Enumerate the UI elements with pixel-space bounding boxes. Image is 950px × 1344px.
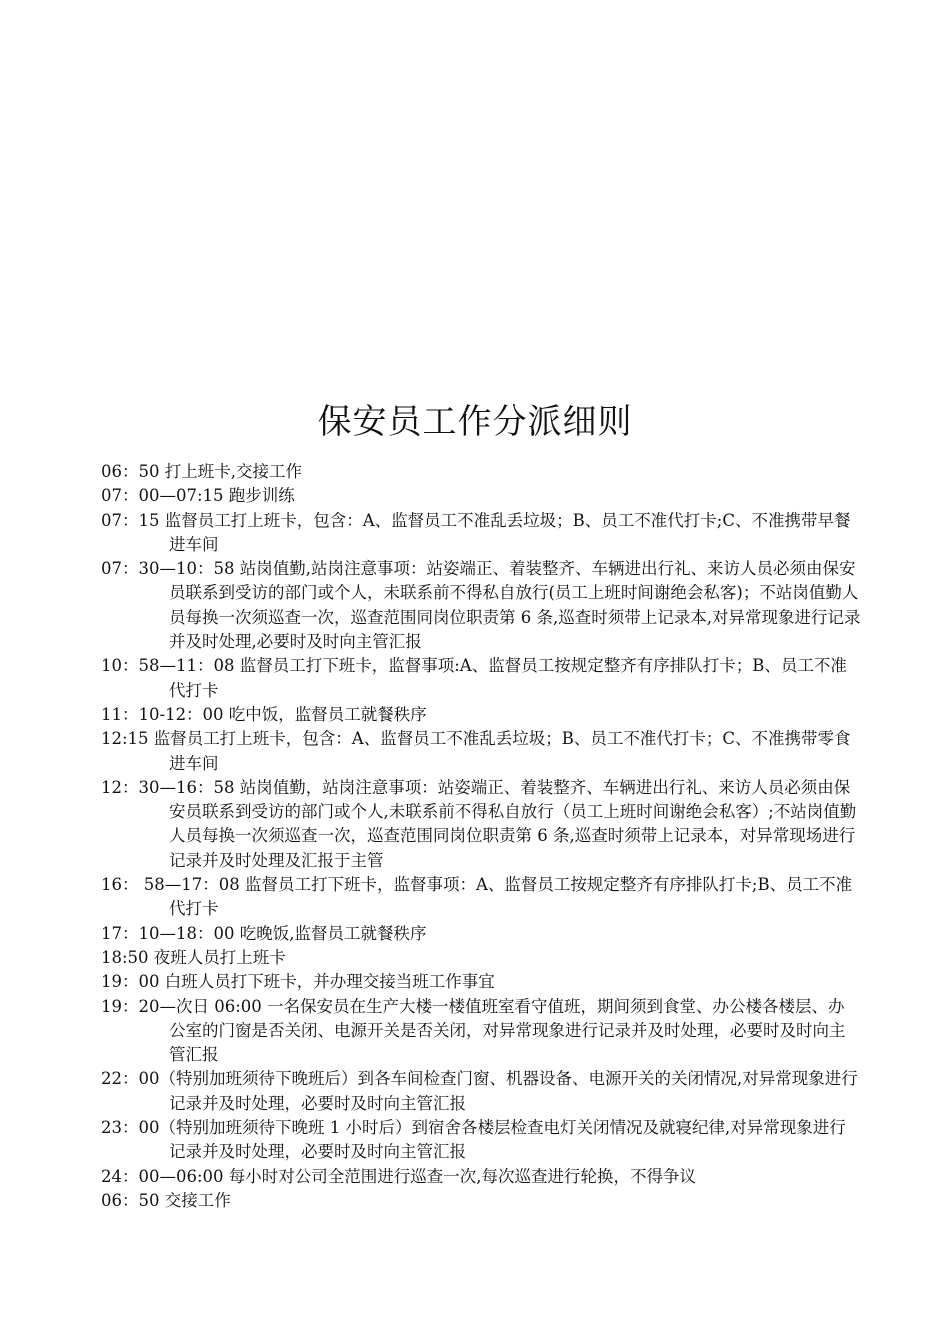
schedule-entry: 06：50 打上班卡,交接工作: [101, 462, 302, 481]
schedule-entry: 06：50 交接工作: [101, 1190, 231, 1210]
schedule-entry: 19：00 白班人员打下班卡，并办理交接当班工作事宜: [101, 972, 495, 992]
schedule-entry: 16： 58—17：08 监督员工打下班卡，监督事项：A、监督员工按规定整齐有序排队打卡;B、员工不准代打卡: [101, 875, 853, 919]
schedule-entry: 22：00（特别加班须待下晚班后）到各车间检查门窗、机器设备、电源开关的关闭情况,对异常现象进行记录并及时处理，必要时及时向主管汇报: [101, 1069, 858, 1113]
schedule-entry: 10：58—11：08 监督员工打下班卡，监督事项:A、监督员工按规定整齐有序排队打卡；B、员工不准代打卡: [101, 656, 847, 700]
schedule-entry: 07：00—07:15 跑步训练: [101, 486, 295, 506]
schedule-entry: 19：20—次日 06:00 一名保安员在生产大楼一楼值班室看守值班，期间须到食堂、办公楼各楼层、办公室的门窗是否关闭、电源开关是否关闭，对异常现象进行记录并及时处理，必要时及时向主管汇报: [101, 996, 846, 1065]
schedule-entry: 23：00（特别加班须待下晚班 1 小时后）到宿舍各楼层检查电灯关闭情况及就寝纪律,对异常现象进行记录并及时处理，必要时及时向主管汇报: [101, 1118, 846, 1162]
schedule-entry: 24：00—06:00 每小时对公司全范围进行巡查一次,每次巡查进行轮换，不得争议: [101, 1166, 697, 1186]
schedule-entry: 12：30—16：58 站岗值勤，站岗注意事项：站姿端正、着装整齐、车辆进出行礼、来访人员必须由保安员联系到受访的部门或个人,未联系前不得私自放行（员工上班时间谢绝会私客）;不站岗值勤人员每换一次须巡查一次，巡查范围同岗位职责第 6 条,巡查时须带上记录本，对异常现场进行记录并及时处理及汇报于主管: [101, 777, 857, 870]
schedule-entry: 18:50 夜班人员打上班卡: [101, 947, 286, 967]
schedule-entry: 12:15 监督员工打上班卡，包含：A、监督员工不准乱丢垃圾；B、员工不准代打卡；C、不准携带零食进车间: [101, 729, 851, 773]
schedule-entry: 07：15 监督员工打上班卡，包含：A、监督员工不准乱丢垃圾；B、员工不准代打卡;C、不准携带早餐进车间: [101, 510, 851, 554]
document-title: 保安员工作分派细则: [317, 402, 633, 442]
schedule-entry: 17：10—18：00 吃晚饭,监督员工就餐秩序: [101, 923, 427, 943]
schedule-list: [101, 460, 861, 1213]
schedule-entry: 11：10-12：00 吃中饭，监督员工就餐秩序: [101, 704, 427, 724]
schedule-entry: 07：30—10：58 站岗值勤,站岗注意事项：站姿端正、着装整齐、车辆进出行礼、来访人员必须由保安员联系到受访的部门或个人，未联系前不得私自放行(员工上班时间谢绝会私客)；不站岗值勤人员每换一次须巡查一次，巡查范围同岗位职责第 6 条,巡查时须带上记录本,对异常现象进行记录并及时处理,必要时及时向主管汇报: [101, 559, 861, 652]
